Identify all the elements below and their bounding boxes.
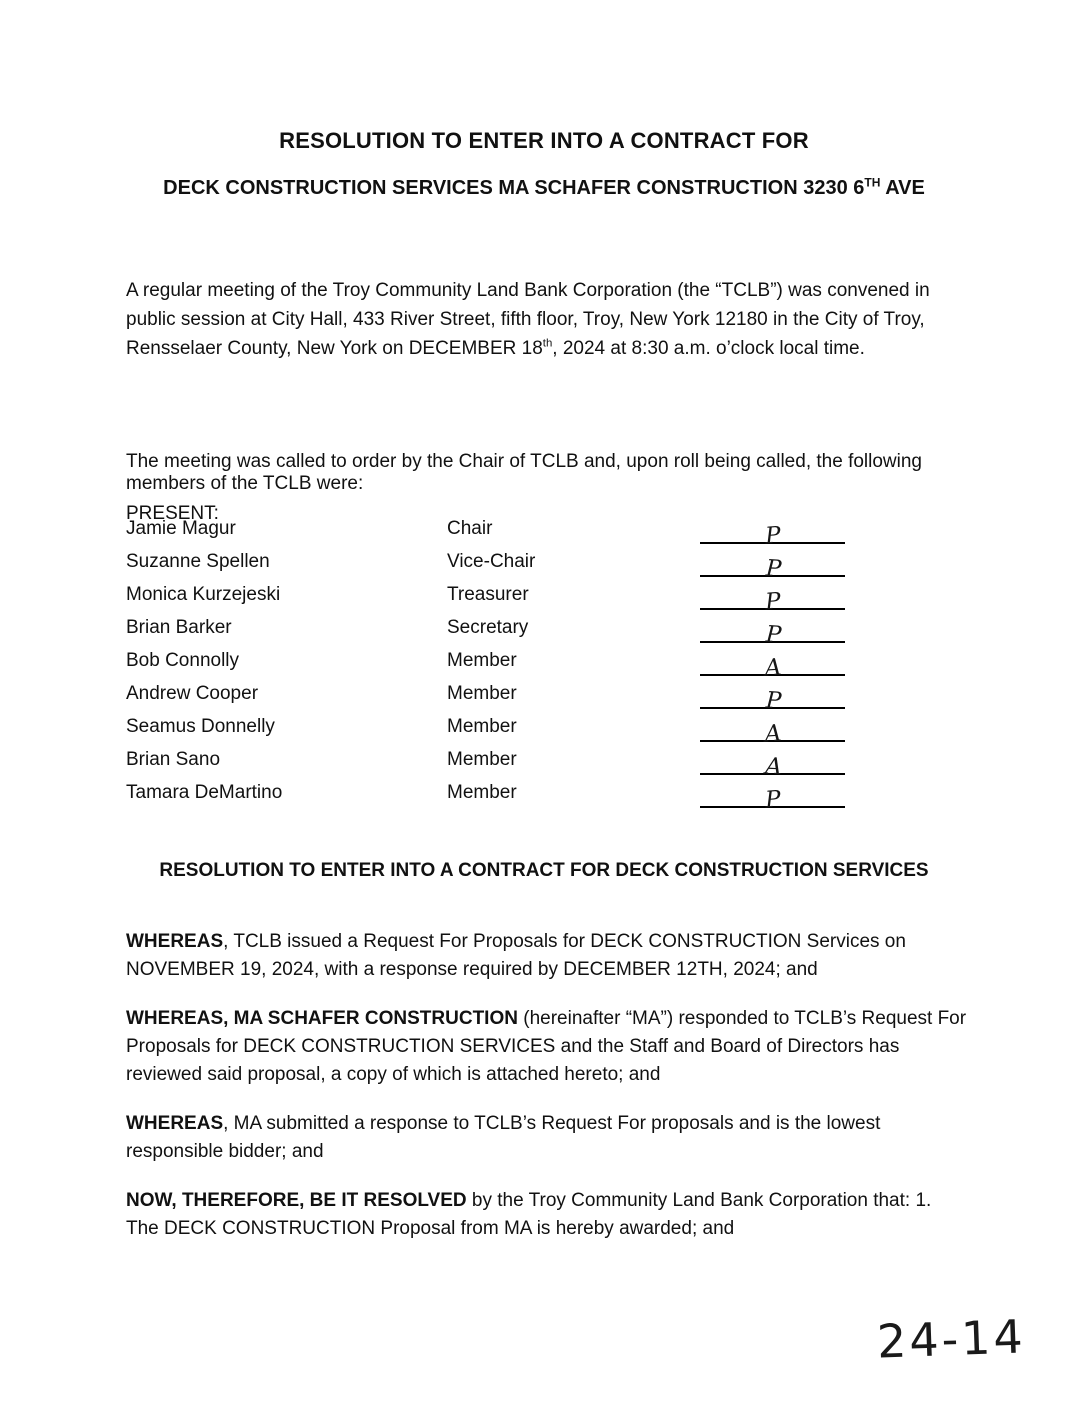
member-role: Secretary — [447, 617, 529, 638]
roll-call-list — [126, 511, 964, 814]
attendance-line — [700, 674, 845, 715]
clause-lead: WHEREAS — [126, 931, 224, 952]
attendance-line — [700, 641, 845, 682]
roll-call-row — [126, 511, 964, 550]
resolved-clause — [126, 1187, 968, 1243]
member-name: Brian Sano — [126, 749, 221, 770]
clause-body: by the Troy Community Land Bank Corporation that: 1. The DECK CONSTRUCTION Proposal from MA is hereby awarded; and — [126, 1190, 932, 1239]
document-subtitle — [0, 177, 1088, 200]
attendance-mark-handwritten: A — [763, 720, 782, 748]
resolution-heading: RESOLUTION TO ENTER INTO A CONTRACT FOR DECK CONSTRUCTION SERVICES — [159, 860, 929, 881]
member-name: Monica Kurzejeski — [126, 584, 281, 605]
intro-paragraph — [126, 276, 964, 363]
member-name: Jamie Magur — [126, 518, 236, 539]
present-label: PRESENT: — [126, 503, 219, 524]
attendance-mark-handwritten: P — [764, 621, 782, 649]
member-name: Tamara DeMartino — [126, 782, 283, 803]
document-subtitle-text: DECK CONSTRUCTION SERVICES MA SCHAFER CONSTRUCTION 3230 6 — [163, 177, 865, 199]
attendance-line — [700, 707, 845, 748]
roll-call-row — [126, 775, 964, 814]
clause-lead: WHEREAS — [126, 1113, 224, 1134]
call-to-order-paragraph: The meeting was called to order by the Chair of TCLB and, upon roll being called, the following members of the TCLB were: — [126, 451, 922, 494]
intro-superscript: th — [542, 337, 553, 350]
roll-call-row — [126, 577, 964, 616]
roll-call-row — [126, 676, 964, 715]
clause-lead: WHEREAS, MA SCHAFER CONSTRUCTION — [126, 1008, 518, 1029]
subtitle-superscript: TH — [864, 175, 881, 190]
page-number-handwritten: 24-14 — [876, 1309, 1027, 1369]
roll-call-row — [126, 709, 964, 748]
attendance-line — [700, 575, 845, 616]
document-title: RESOLUTION TO ENTER INTO A CONTRACT FOR — [279, 128, 809, 153]
roll-call-row — [126, 544, 964, 583]
resolution-clauses — [126, 928, 968, 1264]
document-subtitle-tail: AVE — [880, 177, 925, 199]
clause-body: , MA submitted a response to TCLB’s Request For proposals and is the lowest responsible bidder; and — [126, 1113, 881, 1162]
attendance-line — [700, 608, 845, 649]
member-role: Member — [447, 650, 517, 671]
member-role: Treasurer — [447, 584, 529, 605]
member-role: Vice-Chair — [447, 551, 536, 572]
attendance-mark-handwritten: P — [763, 786, 782, 814]
whereas-clause-1 — [126, 928, 968, 984]
member-role: Member — [447, 782, 517, 803]
member-role: Chair — [447, 518, 493, 539]
clause-lead: NOW, THEREFORE, BE IT RESOLVED — [126, 1190, 467, 1211]
attendance-mark-handwritten: A — [763, 654, 782, 682]
attendance-mark-handwritten: P — [763, 588, 782, 616]
member-role: Member — [447, 749, 517, 770]
attendance-mark-handwritten: A — [764, 753, 783, 781]
member-role: Member — [447, 716, 517, 737]
attendance-line — [700, 509, 845, 550]
roll-call-row — [126, 742, 964, 781]
intro-text-tail: , 2024 at 8:30 a.m. o’clock local time. — [552, 338, 865, 359]
attendance-line — [700, 773, 845, 814]
roll-call-row — [126, 643, 964, 682]
attendance-mark-handwritten: P — [764, 687, 782, 715]
member-name: Bob Connolly — [126, 650, 240, 671]
attendance-line — [700, 542, 845, 583]
attendance-mark-handwritten: P — [764, 555, 782, 583]
whereas-clause-3 — [126, 1110, 968, 1166]
member-role: Member — [447, 683, 517, 704]
attendance-line — [700, 740, 845, 781]
member-name: Andrew Cooper — [126, 683, 259, 704]
attendance-mark-handwritten: P — [763, 522, 782, 550]
clause-body: , TCLB issued a Request For Proposals for DECK CONSTRUCTION Services on NOVEMBER 19, 2024, with a response required by DECEMBER 12TH, 2024; and — [126, 931, 906, 980]
member-name: Suzanne Spellen — [126, 551, 270, 572]
roll-call-row — [126, 610, 964, 649]
whereas-clause-2 — [126, 1005, 968, 1089]
member-name: Brian Barker — [126, 617, 232, 638]
intro-text: A regular meeting of the Troy Community Land Bank Corporation (the “TCLB”) was convened in public session at City Hall, 433 River Street, fifth floor, Troy, New York 12180 in the City of Troy, Rensselaer County, New York on DECEMBER 18 — [126, 280, 930, 359]
clause-body: (hereinafter “MA”) responded to TCLB’s Request For Proposals for DECK CONSTRUCTION SERVICES and the Staff and Board of Directors has reviewed said proposal, a copy of which is attached hereto; and — [126, 1008, 967, 1085]
member-name: Seamus Donnelly — [126, 716, 275, 737]
